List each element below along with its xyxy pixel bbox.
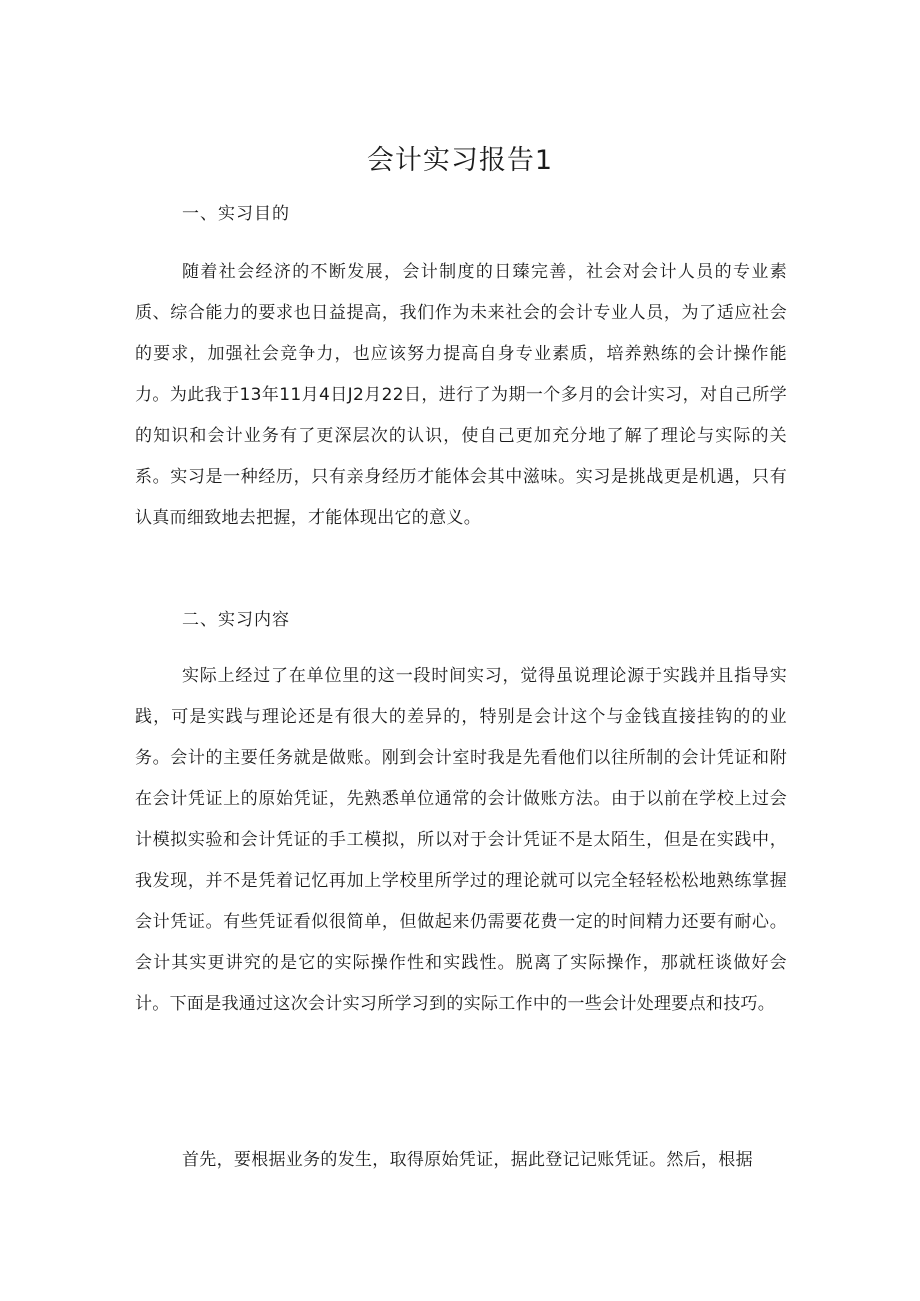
paragraph-purpose: 随着社会经济的不断发展，会计制度的日臻完善，社会对会计人员的专业素质、综合能力的要求也日益提高，我们作为未来社会的会计专业人员，为了适应社会的要求，加强社会竞争力，也应该努力提高自身专业素质，培养熟练的会计操作能力。为此我于13年11月4日J2月22日，进行了为期一个多月的会计实习，对自己所学的知识和会计业务有了更深层次的认识，使自己更加充分地了解了理论与实际的关系。实习是一种经历，只有亲身经历才能体会其中滋味。实习是挑战更是机遇，只有认真而细致地去把握，才能体现出它的意义。 bbox=[135, 262, 787, 528]
section-heading-content: 二、实习内容 bbox=[182, 610, 290, 630]
paragraph-content-1: 实际上经过了在单位里的这一段时间实习，觉得虽说理论源于实践并且指导实践，可是实践与理论还是有很大的差异的，特别是会计这个与金钱直接挂钩的的业务。会计的主要任务就是做账。刚到会计室时我是先看他们以往所制的会计凭证和附在会计凭证上的原始凭证，先熟悉单位通常的会计做账方法。由于以前在学校上过会计模拟实验和会计凭证的手工模拟，所以对于会计凭证不是太陌生，但是在实践中，我发现，并不是凭着记忆再加上学校里所学过的理论就可以完全轻轻松松地熟练掌握会计凭证。有些凭证看似很简单，但做起来仍需要花费一定的时间精力还要有耐心。会计其实更讲究的是它的实际操作性和实践性。脱离了实际操作，那就枉谈做好会计。下面是我通过这次会计实习所学习到的实际工作中的一些会计处理要点和技巧。 bbox=[135, 666, 787, 1014]
document-title: 会计实习报告1 bbox=[366, 145, 554, 176]
paragraph-content-2: 首先，要根据业务的发生，取得原始凭证，据此登记记账凭证。然后，根据 bbox=[182, 1150, 753, 1170]
section-heading-purpose: 一、实习目的 bbox=[182, 204, 290, 224]
